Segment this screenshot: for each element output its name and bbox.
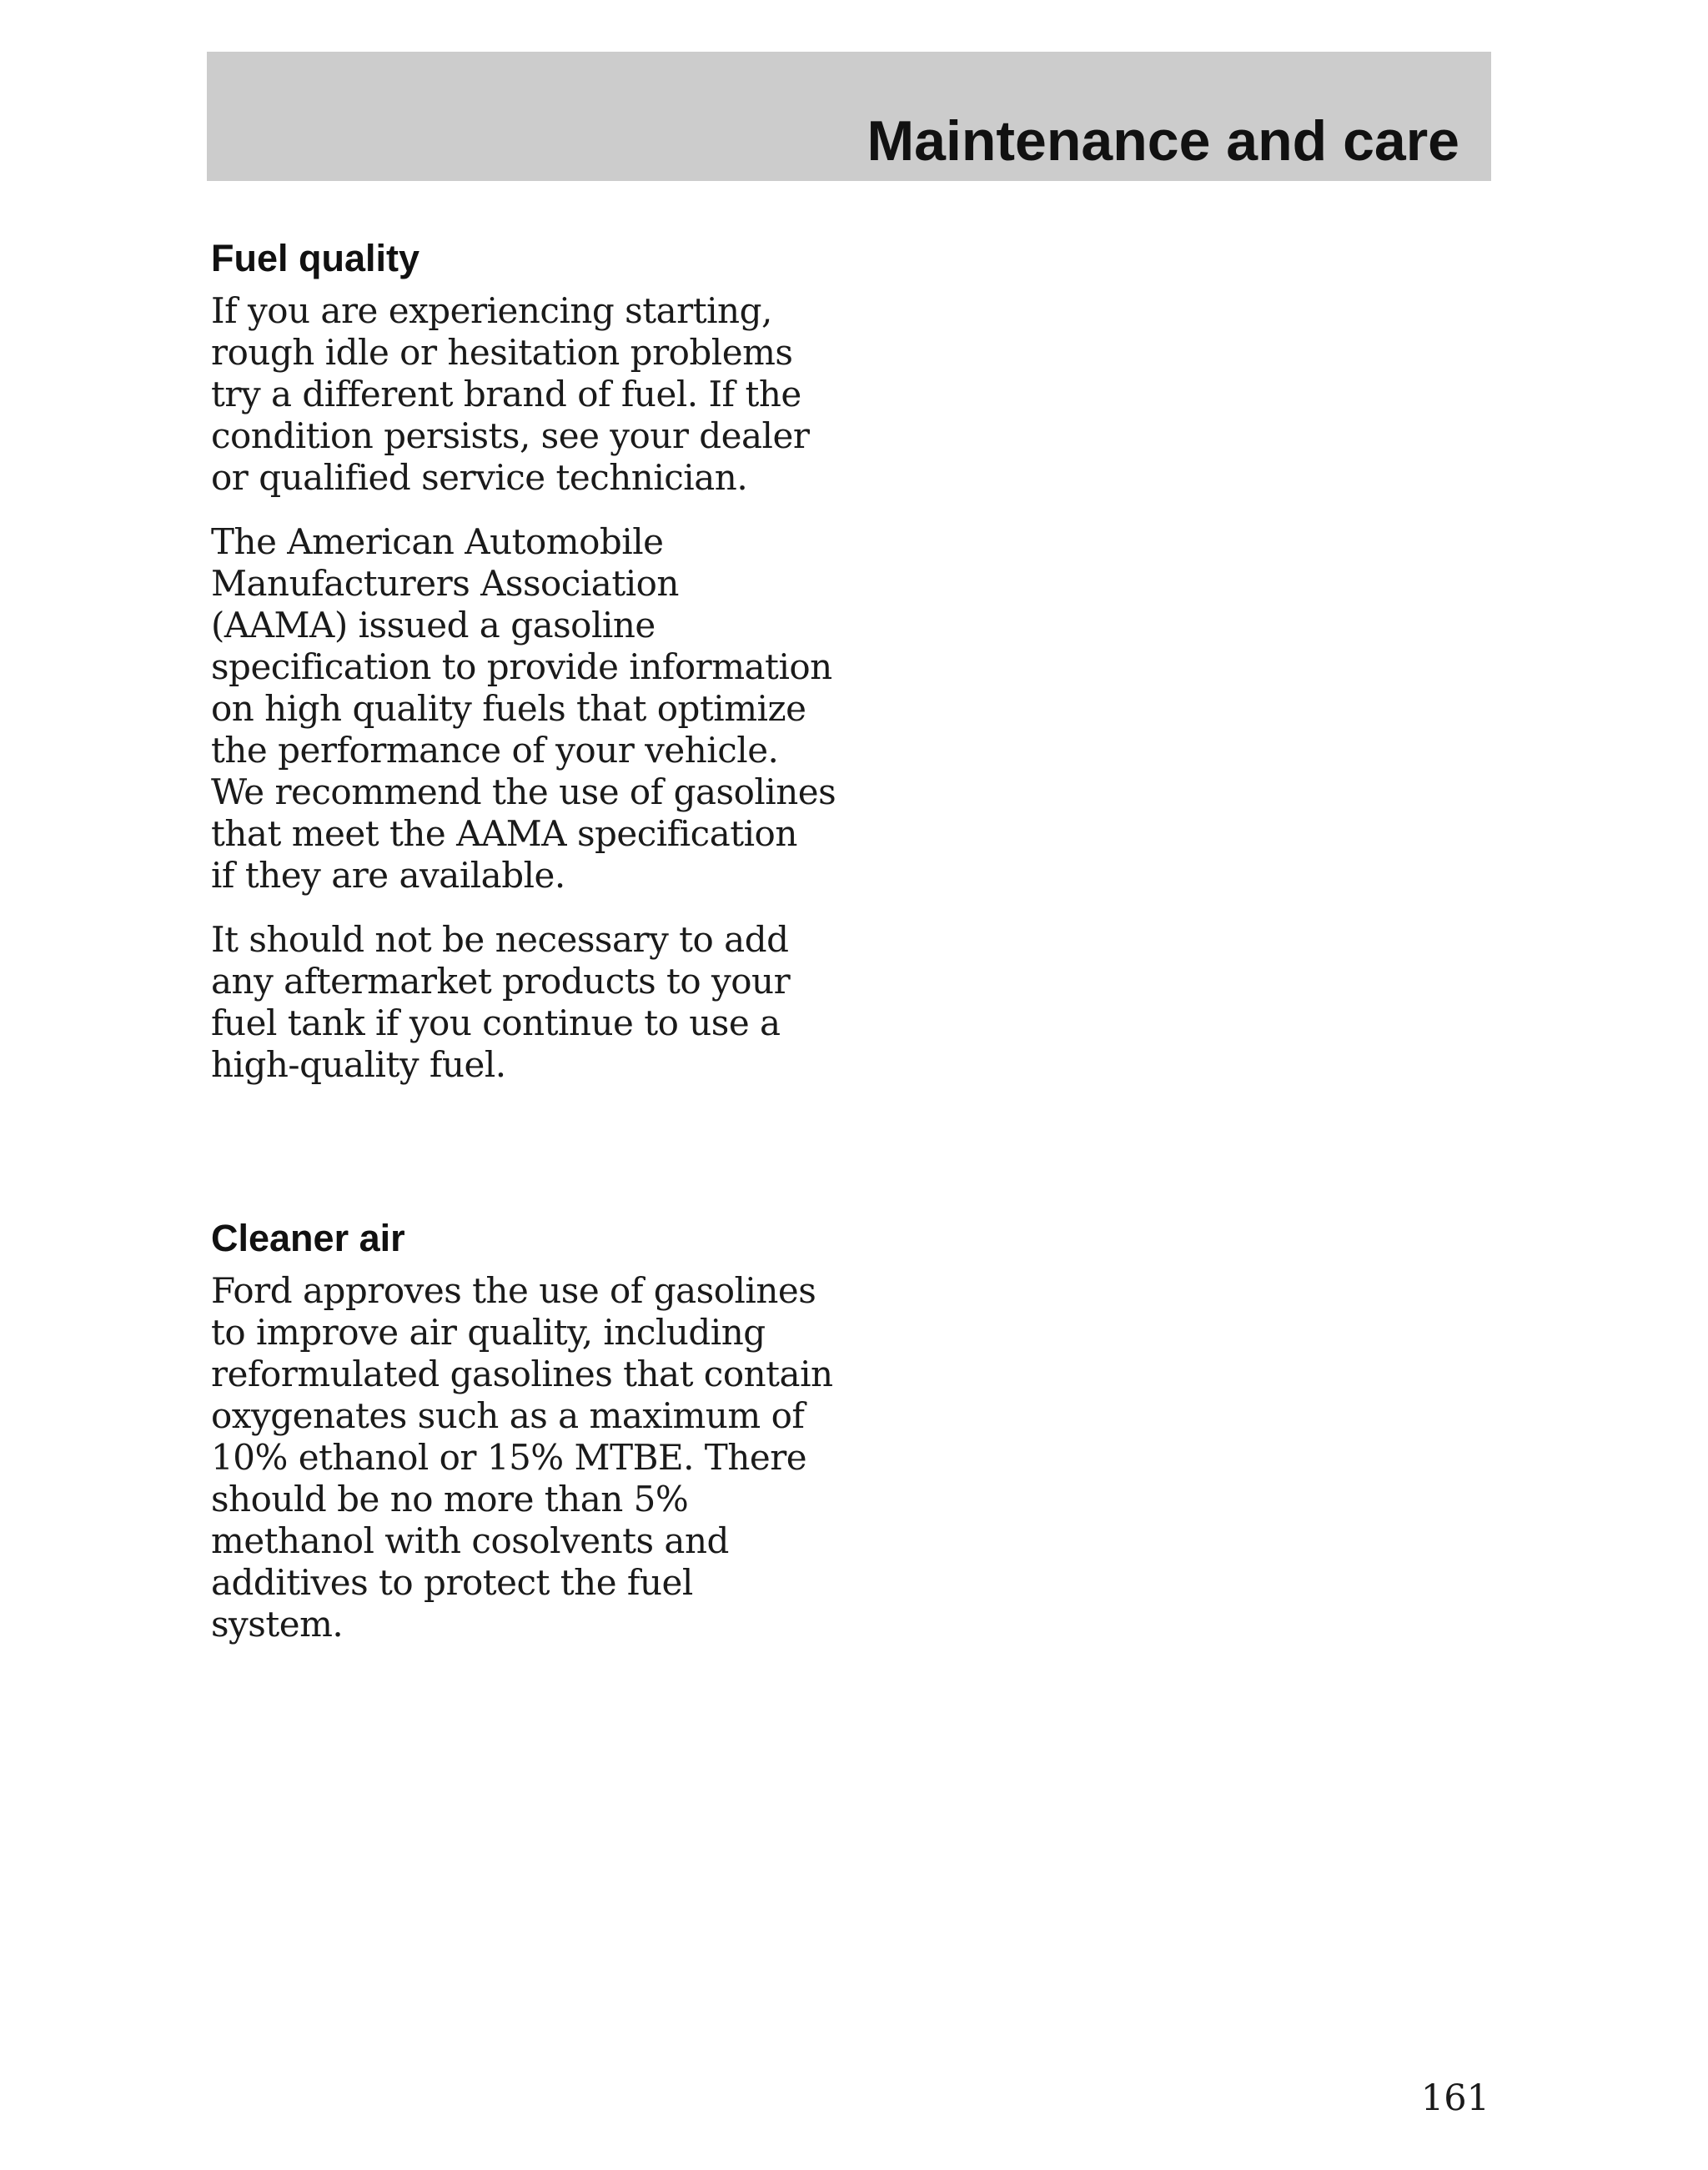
paragraph: Ford approves the use of gasolines to improve air quality, including reformulated gasolines that contain oxygenates such as a maximum of 10% ethanol or 15% MTBE. There should be no more than 5% methanol with cosolvents and additives to protect the fuel system.: [211, 1270, 833, 1645]
paragraph: If you are experiencing starting, rough idle or hesitation problems try a different brand of fuel. If the condition persists, see your dealer or qualified service technician.: [211, 290, 810, 498]
page-number: 161: [1420, 2077, 1489, 2119]
chapter-header-band: [207, 52, 1491, 181]
section-heading: Cleaner air: [211, 1217, 405, 1259]
section-fuel-quality: [211, 235, 845, 1108]
paragraph: It should not be necessary to add any aftermarket products to your fuel tank if you continue to use a high-quality fuel.: [211, 919, 791, 1085]
chapter-title: Maintenance and care: [867, 109, 1459, 173]
paragraph: The American Automobile Manufacturers Association (AAMA) issued a gasoline specification to provide information on high quality fuels that optimize the performance of your vehicle. We recommend the use of gasolines that meet the AAMA specification if they are available.: [211, 521, 836, 896]
section-cleaner-air: [211, 1215, 845, 1645]
section-heading: Fuel quality: [211, 237, 420, 279]
